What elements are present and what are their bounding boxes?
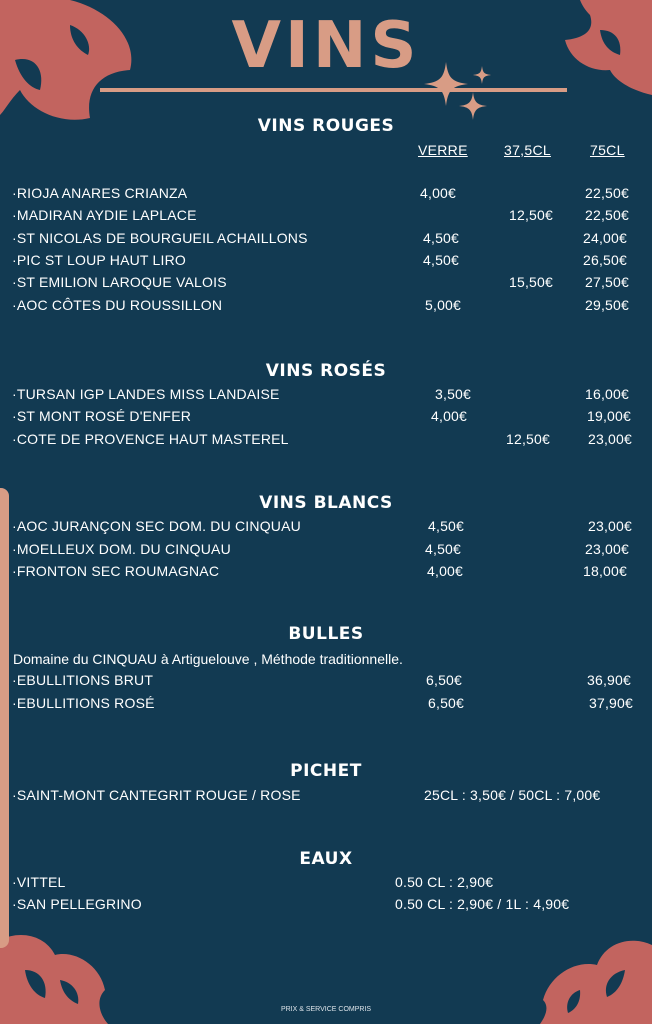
price-75cl: 24,00€ [583, 230, 628, 246]
wine-name: ·ST MONT ROSÉ D'ENFER [12, 408, 192, 424]
price-75cl: 18,00€ [583, 563, 628, 579]
menu-row [0, 874, 652, 894]
price-verre: 5,00€ [425, 297, 462, 313]
price-verre: 6,50€ [428, 695, 465, 711]
price-75cl: 23,00€ [585, 541, 630, 557]
price-75cl: 29,50€ [585, 297, 630, 313]
price-verre: 4,50€ [428, 518, 465, 534]
section-heading-eaux: EAUX [299, 849, 353, 869]
price-75cl: 23,00€ [588, 431, 633, 447]
sparkle-small-icon [473, 66, 491, 84]
pichet-prices: 25CL : 3,50€ / 50CL : 7,00€ [424, 787, 601, 803]
price-verre: 4,00€ [431, 408, 468, 424]
price-verre: 4,50€ [425, 541, 462, 557]
menu-row [0, 431, 652, 451]
section-heading-vins-blancs: VINS BLANCS [259, 493, 393, 513]
price-verre: 6,50€ [426, 672, 463, 688]
wine-name: ·MADIRAN AYDIE LAPLACE [12, 207, 197, 223]
price-75cl: 27,50€ [585, 274, 630, 290]
menu-row [0, 230, 652, 250]
menu-row [0, 787, 652, 807]
title-underline [100, 88, 567, 92]
price-75cl: 37,90€ [589, 695, 634, 711]
price-75cl: 36,90€ [587, 672, 632, 688]
menu-row [0, 386, 652, 406]
menu-row [0, 297, 652, 317]
water-prices: 0.50 CL : 2,90€ / 1L : 4,90€ [395, 896, 570, 912]
price-37-5cl: 15,50€ [509, 274, 554, 290]
menu-row [0, 896, 652, 916]
wine-name: ·EBULLITIONS BRUT [12, 672, 154, 688]
price-37-5cl: 12,50€ [506, 431, 551, 447]
wine-name: ·PIC ST LOUP HAUT LIRO [12, 252, 186, 268]
column-header-37-5cl: 37,5CL [504, 142, 551, 158]
price-verre: 4,00€ [427, 563, 464, 579]
section-heading-pichet: PICHET [290, 761, 362, 781]
menu-row [0, 185, 652, 205]
price-37-5cl: 12,50€ [509, 207, 554, 223]
price-75cl: 22,50€ [585, 207, 630, 223]
price-75cl: 23,00€ [588, 518, 633, 534]
menu-row [0, 252, 652, 272]
wine-name: ·ST EMILION LAROQUE VALOIS [12, 274, 227, 290]
wine-name: ·SAINT-MONT CANTEGRIT ROUGE / ROSE [12, 787, 301, 803]
wine-name: ·ST NICOLAS DE BOURGUEIL ACHAILLONS [12, 230, 308, 246]
footer-note: PRIX & SERVICE COMPRIS [280, 1006, 372, 1013]
wine-name: ·MOELLEUX DOM. DU CINQUAU [12, 541, 231, 557]
wine-name: ·EBULLITIONS ROSÉ [12, 695, 155, 711]
menu-row [0, 541, 652, 561]
price-75cl: 16,00€ [585, 386, 630, 402]
price-verre: 4,50€ [423, 230, 460, 246]
price-75cl: 26,50€ [583, 252, 628, 268]
price-75cl: 22,50€ [585, 185, 630, 201]
water-name: ·SAN PELLEGRINO [12, 896, 142, 912]
menu-row [0, 672, 652, 692]
price-verre: 4,50€ [423, 252, 460, 268]
water-prices: 0.50 CL : 2,90€ [395, 874, 494, 890]
water-name: ·VITTEL [12, 874, 66, 890]
menu-row [0, 408, 652, 428]
column-header-verre: VERRE [418, 142, 468, 158]
price-verre: 4,00€ [420, 185, 457, 201]
page-title: VINS [231, 9, 421, 83]
wine-name: ·FRONTON SEC ROUMAGNAC [12, 563, 220, 579]
wine-name: ·RIOJA ANARES CRIANZA [12, 185, 188, 201]
wine-name: ·TURSAN IGP LANDES MISS LANDAISE [12, 386, 280, 402]
section-heading-bulles: BULLES [288, 624, 364, 644]
wine-name: ·COTE DE PROVENCE HAUT MASTEREL [12, 431, 289, 447]
price-verre: 3,50€ [435, 386, 472, 402]
menu-row [0, 518, 652, 538]
wine-name: ·AOC JURANÇON SEC DOM. DU CINQUAU [12, 518, 301, 534]
section-heading-vins-roses: VINS ROSÉS [265, 361, 387, 381]
price-75cl: 19,00€ [587, 408, 632, 424]
bulles-producer-note: Domaine du CINQUAU à Artiguelouve , Méthode traditionnelle. [13, 651, 403, 667]
wine-name: ·AOC CÔTES DU ROUSSILLON [12, 297, 223, 313]
column-header-75cl: 75CL [590, 142, 625, 158]
section-heading-vins-rouges: VINS ROUGES [257, 116, 395, 136]
menu-row [0, 207, 652, 227]
menu-row [0, 274, 652, 294]
menu-row [0, 695, 652, 715]
menu-row [0, 563, 652, 583]
